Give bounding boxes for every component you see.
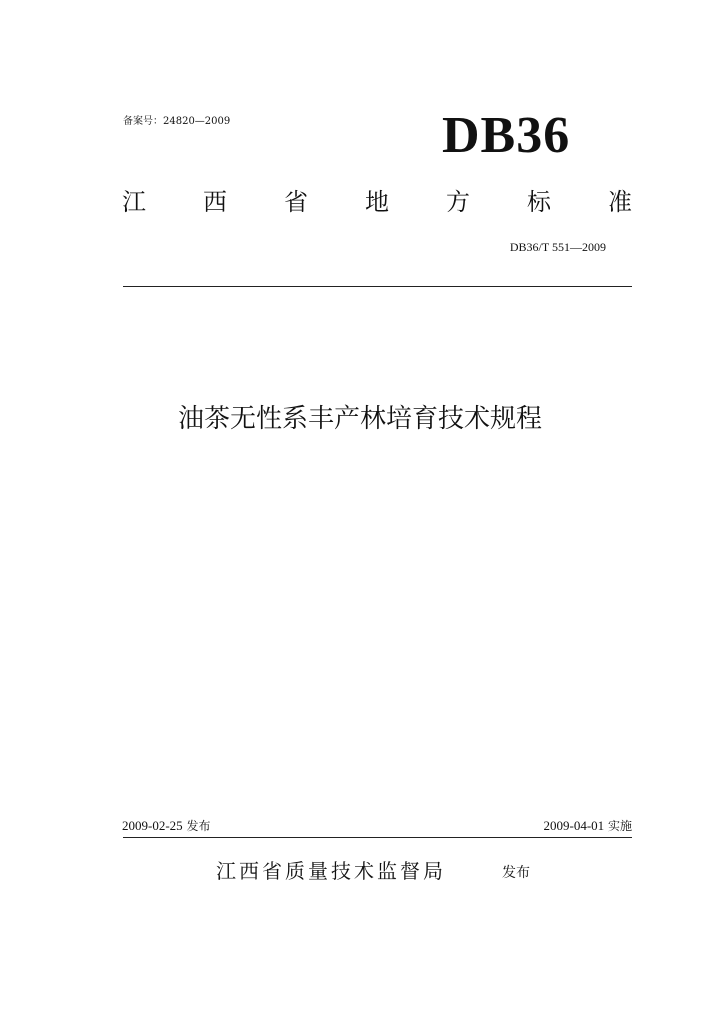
standard-type-char: 西 (203, 188, 227, 216)
standard-type-char: 方 (446, 188, 470, 216)
standard-type-char: 江 (122, 188, 146, 216)
standard-type-char: 地 (365, 188, 389, 216)
bottom-divider (123, 837, 632, 838)
issuing-authority: 江西省质量技术监督局 (216, 859, 446, 883)
implementation-date (543, 818, 632, 834)
standard-type (122, 186, 632, 218)
record-number: 备案号：24820—2009 (123, 116, 231, 127)
document-title: 油茶无性系丰产林培育技术规程 (178, 404, 543, 434)
issue-label: 发布 (186, 819, 211, 833)
top-divider (123, 286, 632, 287)
issue-date (122, 818, 211, 834)
issuing-label: 发布 (502, 865, 530, 881)
implementation-label: 实施 (607, 819, 632, 833)
standard-type-char: 标 (527, 188, 551, 216)
standard-type-char: 准 (608, 188, 632, 216)
implementation-date-value: 2009-04-01 (543, 818, 605, 833)
issue-date-value: 2009-02-25 (122, 818, 183, 833)
standard-code: DB36 (442, 107, 571, 164)
standard-type-char: 省 (284, 188, 308, 216)
standard-number: DB36/T 551—2009 (509, 240, 606, 254)
